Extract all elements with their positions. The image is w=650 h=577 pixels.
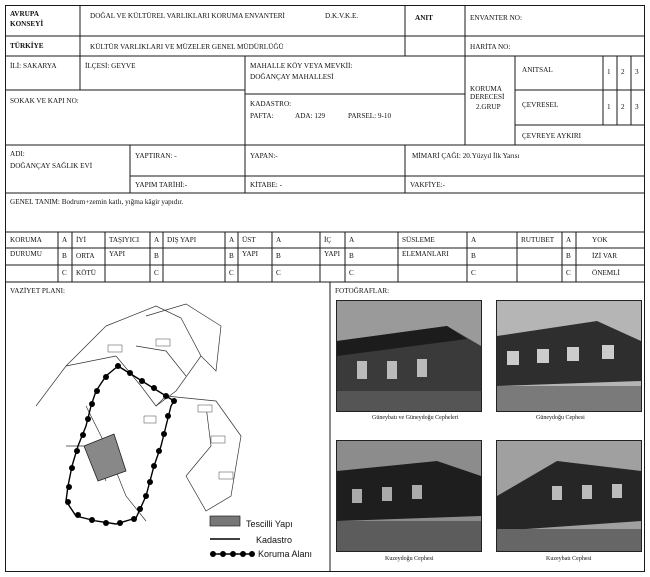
cond-c: C bbox=[62, 269, 67, 277]
photo-1-caption: Güneybatı ve Güneydoğu Cepheleri bbox=[372, 415, 459, 421]
condition-label-2: DURUMU bbox=[10, 250, 42, 258]
humidity-b: B bbox=[566, 252, 571, 260]
carrier-b: B bbox=[154, 252, 159, 260]
protection-degree-value: 2.GRUP bbox=[476, 103, 501, 111]
carrier-label-1: TAŞIYICI bbox=[109, 236, 140, 244]
ornament-label-2: ELEMANLARI bbox=[402, 250, 449, 258]
built-by-field: YAPTIRAN: - bbox=[135, 152, 177, 160]
carrier-c: C bbox=[154, 269, 159, 277]
map-no-label: HARİTA NO: bbox=[470, 43, 511, 51]
protection-boundary bbox=[65, 363, 177, 526]
country-label: TÜRKİYE bbox=[10, 42, 44, 50]
ornament-b: B bbox=[471, 252, 476, 260]
inventory-no-label: ENVANTER NO: bbox=[470, 14, 522, 22]
photo-3-caption: Kuzeydoğu Cephesi bbox=[385, 556, 434, 562]
interior-label-2: YAPI bbox=[324, 250, 340, 258]
monumental-2: 2 bbox=[621, 68, 625, 76]
neighbourhood-value: DOĞANÇAY MAHALLESİ bbox=[250, 73, 334, 81]
exterior-label: DIŞ YAPI bbox=[167, 236, 197, 244]
name-label: ADI: bbox=[10, 150, 25, 158]
interior-c: C bbox=[349, 269, 354, 277]
district-field: İLÇESİ: GEYVE bbox=[85, 62, 136, 70]
interior-label-1: İÇ bbox=[324, 236, 332, 244]
region-label: AVRUPA bbox=[10, 10, 39, 18]
pafta-field: PAFTA: bbox=[250, 112, 274, 120]
cond-b: B bbox=[62, 252, 67, 260]
building-name: DOĞANÇAY SAĞLIK EVİ bbox=[10, 162, 93, 170]
non-environmental-label: ÇEVREYE AYKIRI bbox=[522, 132, 582, 140]
endowment-field: VAKFİYE:- bbox=[410, 181, 446, 189]
humidity-c: C bbox=[566, 269, 571, 277]
upper-label-2: YAPI bbox=[242, 250, 258, 258]
province-field: İLİ: SAKARYA bbox=[10, 62, 57, 70]
cond-good: İYİ bbox=[76, 236, 86, 244]
record-type: ANIT bbox=[415, 14, 433, 22]
neighbourhood-label: MAHALLE KÖY VEYA MEVKİİ: bbox=[250, 62, 353, 70]
humidity-severe: ÖNEMLİ bbox=[592, 269, 620, 277]
exterior-b: B bbox=[229, 252, 234, 260]
environmental-label: ÇEVRESEL bbox=[522, 101, 559, 109]
cond-bad: KÖTÜ bbox=[76, 269, 96, 277]
builder-field: YAPAN:- bbox=[250, 152, 278, 160]
ministry-label: KÜLTÜR VARLIKLARI VE MÜZELER GENEL MÜDÜRLÜĞÜ bbox=[90, 43, 284, 51]
cadastre-label: KADASTRO: bbox=[250, 100, 292, 108]
photos-label: FOTOĞRAFLAR: bbox=[335, 287, 390, 295]
carrier-label-2: YAPI bbox=[109, 250, 125, 258]
era-field: MİMARİ ÇAĞI: 20.Yüzyıl İlk Yarısı bbox=[412, 152, 520, 160]
inscription-field: KİTABE: - bbox=[250, 181, 282, 189]
condition-label-1: KORUMA bbox=[10, 236, 42, 244]
photo-4-caption: Kuzeybatı Cephesi bbox=[546, 556, 592, 562]
upper-c: C bbox=[276, 269, 281, 277]
cond-medium: ORTA bbox=[76, 252, 95, 260]
photo-1 bbox=[336, 300, 482, 412]
humidity-trace: İZİ VAR bbox=[592, 252, 618, 260]
humidity-none: YOK bbox=[592, 236, 608, 244]
environmental-2: 2 bbox=[621, 103, 625, 111]
carrier-a: A bbox=[154, 236, 160, 244]
upper-label-1: ÜST bbox=[242, 236, 256, 244]
registered-building-hatch bbox=[84, 434, 126, 481]
interior-b: B bbox=[349, 252, 354, 260]
protection-degree-label-2: DERECESİ bbox=[470, 93, 505, 101]
photo-3 bbox=[336, 440, 482, 552]
ornament-label-1: SÜSLEME bbox=[402, 236, 435, 244]
monumental-1: 1 bbox=[607, 68, 611, 76]
exterior-c: C bbox=[229, 269, 234, 277]
parsel-field: PARSEL: 9-10 bbox=[348, 112, 392, 120]
ada-field: ADA: 129 bbox=[295, 112, 326, 120]
cond-a: A bbox=[62, 236, 68, 244]
environmental-3: 3 bbox=[635, 103, 639, 111]
upper-b: B bbox=[276, 252, 281, 260]
interior-a: A bbox=[349, 236, 355, 244]
photo-4 bbox=[496, 440, 642, 552]
legend-protection-swatch bbox=[210, 551, 255, 557]
humidity-label: RUTUBET bbox=[521, 236, 555, 244]
photo-2 bbox=[496, 300, 642, 412]
general-description: GENEL TANIM: Bodrum+zemin katlı, yığma kâgir yapıdır. bbox=[10, 198, 184, 206]
protection-degree-label-1: KORUMA bbox=[470, 85, 502, 93]
legend-registered-label: Tescilli Yapı bbox=[246, 519, 293, 529]
legend-registered-swatch bbox=[210, 516, 240, 526]
site-plan-label: VAZİYET PLANI: bbox=[10, 287, 66, 295]
region-label-2: KONSEYİ bbox=[10, 20, 44, 28]
upper-a: A bbox=[276, 236, 282, 244]
environmental-1: 1 bbox=[607, 103, 611, 111]
form-code: D.K.V.K.E. bbox=[325, 12, 359, 20]
legend-protection-label: Koruma Alanı bbox=[258, 549, 313, 559]
street-label: SOKAK VE KAPI NO: bbox=[10, 97, 79, 105]
ornament-a: A bbox=[471, 236, 477, 244]
photo-2-caption: Güneydoğu Cephesi bbox=[536, 415, 585, 421]
humidity-a: A bbox=[566, 236, 572, 244]
ornament-c: C bbox=[471, 269, 476, 277]
build-date-field: YAPIM TARİHİ:- bbox=[135, 181, 188, 189]
monumental-label: ANITSAL bbox=[522, 66, 553, 74]
exterior-a: A bbox=[229, 236, 235, 244]
site-plan-drawing bbox=[6, 296, 328, 571]
legend-cadastre-label: Kadastro bbox=[256, 535, 293, 545]
form-title: DOĞAL VE KÜLTÜREL VARLIKLARI KORUMA ENVANTERİ bbox=[90, 12, 285, 20]
monumental-3: 3 bbox=[635, 68, 639, 76]
